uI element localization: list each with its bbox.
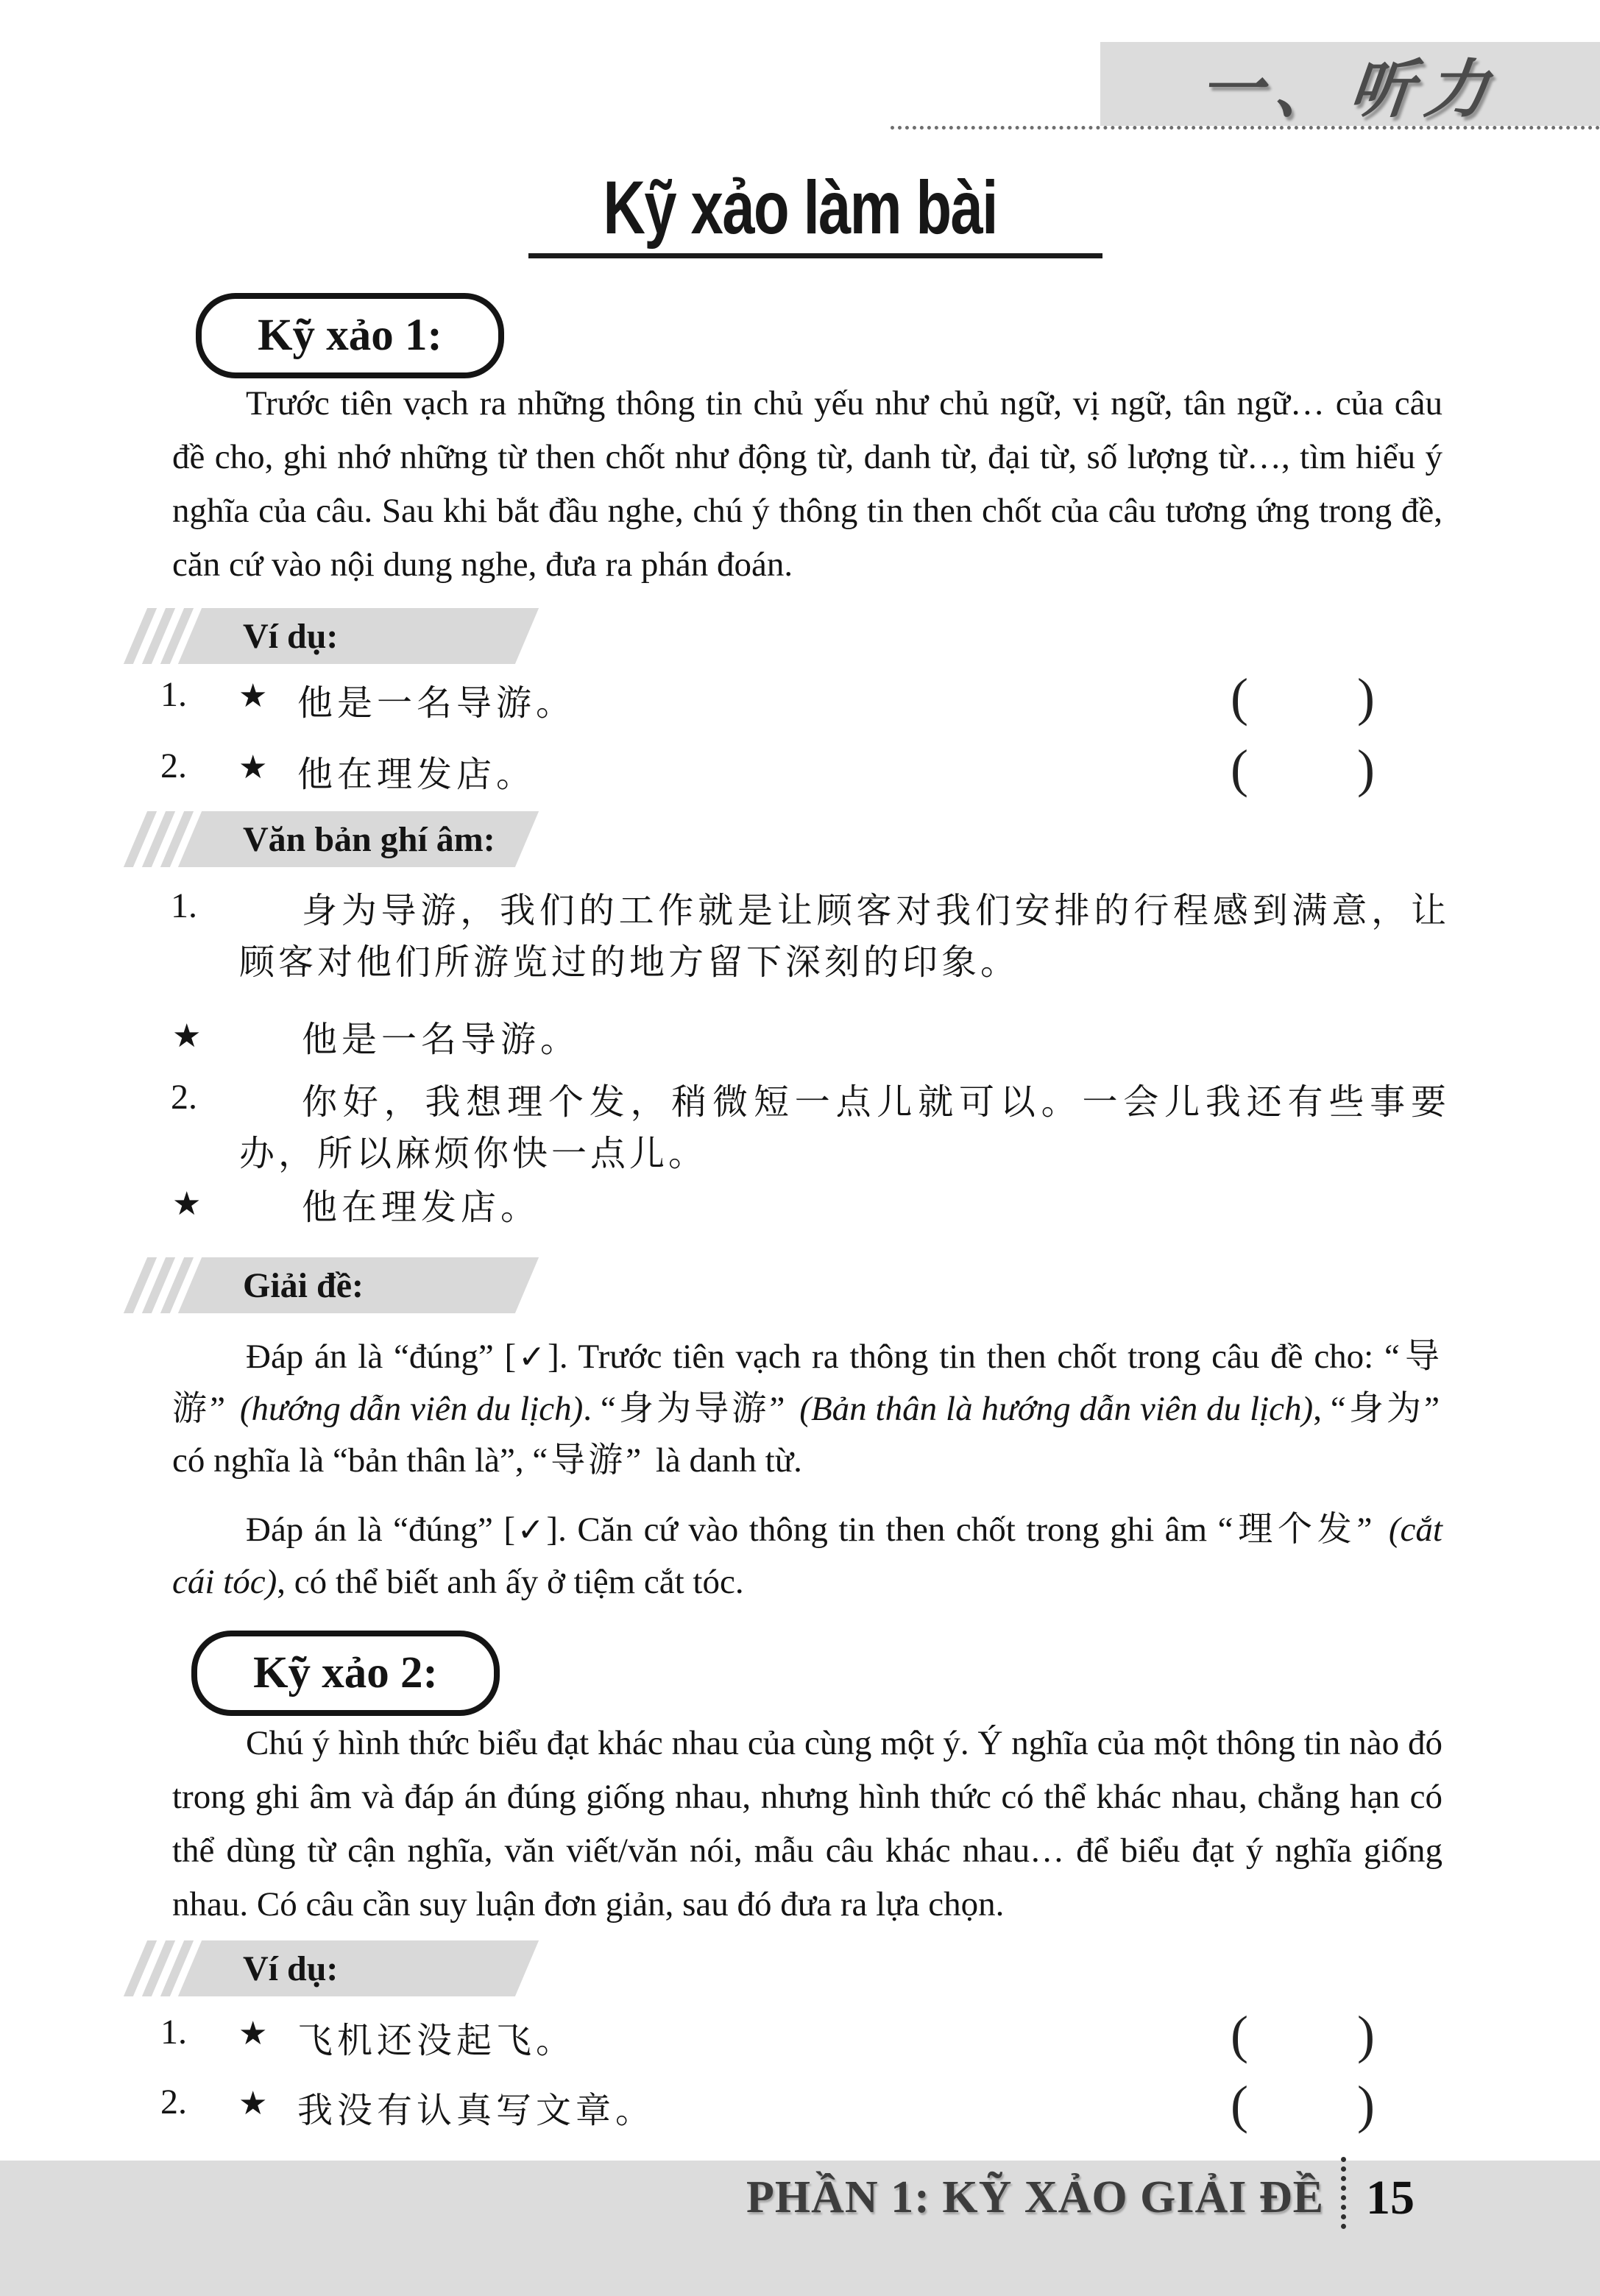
paren-open: ( (1231, 668, 1248, 727)
transcript-text: 身为导游，我们的工作就是让顾客对我们安排的行程感到满意，让顾客对他们所游览过的地方留下深刻的印象。 (239, 891, 1450, 982)
answer-blank (1231, 667, 1375, 728)
example-sentence: 他在理发店。 (297, 755, 537, 794)
transcript-text: 他在理发店。 (302, 1188, 541, 1227)
skill-2-label: Kỹ xảo 2: (253, 1648, 438, 1698)
section-header-label: Ví dụ: (243, 617, 339, 656)
star-icon: ★ (238, 2015, 268, 2052)
star-icon: ★ (238, 2085, 268, 2122)
example-sentence: 他是一名导游。 (297, 684, 576, 723)
star-icon: ★ (238, 677, 268, 715)
section-header-vidu-1 (0, 608, 662, 664)
chapter-title: 一、听力 (1195, 54, 1504, 125)
page-number: 15 (1366, 2171, 1415, 2225)
skill-2-box (191, 1631, 500, 1716)
example-row (0, 668, 1600, 727)
section-header-label: Văn bản ghí âm: (243, 820, 495, 859)
transcript-text: 他是一名导游。 (302, 1020, 581, 1059)
transcript-number: 2. (171, 1078, 197, 1117)
paren-open: ( (1231, 2075, 1248, 2134)
footer-section-title: PHẦN 1: KỸ XẢO GIẢI ĐỀ (746, 2172, 1324, 2222)
example-number: 1. (160, 675, 187, 714)
skill-1-box (196, 293, 504, 378)
example-sentence: 我没有认真写文章。 (297, 2091, 656, 2130)
example-row (0, 739, 1600, 798)
chapter-band (1100, 42, 1600, 126)
star-icon: ★ (238, 749, 268, 786)
section-header-shape (178, 608, 539, 664)
example-row (0, 2075, 1600, 2134)
section-header-giaide (0, 1257, 662, 1313)
answer-blank (1231, 738, 1375, 799)
page-title (0, 166, 1600, 249)
example-row (0, 2005, 1600, 2064)
paren-close: ) (1357, 668, 1375, 727)
paren-open: ( (1231, 739, 1248, 798)
section-header-vidu-2 (0, 1940, 662, 1996)
answer-blank (1231, 2074, 1375, 2136)
paren-close: ) (1357, 739, 1375, 798)
example-number: 2. (160, 2083, 187, 2122)
solution-paragraph-2: Đáp án là “đúng” [✓]. Căn cứ vào thông tin then chốt trong ghi âm “理个发” (cắt cái tóc), có thể biết anh ấy ở tiệm cắt tóc. (172, 1511, 1443, 1601)
paren-open: ( (1231, 2005, 1248, 2064)
answer-blank (1231, 2004, 1375, 2066)
paren-close: ) (1357, 2005, 1375, 2064)
section-header-vanban (0, 811, 662, 867)
skill-1-label: Kỹ xảo 1: (258, 311, 442, 360)
transcript-text: 你好，我想理个发，稍微短一点儿就可以。一会儿我还有些事要办，所以麻烦你快一点儿。 (239, 1083, 1450, 1173)
star-icon: ★ (172, 1017, 202, 1055)
example-number: 2. (160, 746, 187, 785)
example-sentence: 飞机还没起飞。 (297, 2021, 576, 2060)
section-header-label: Giải đề: (243, 1266, 364, 1305)
paren-close: ) (1357, 2075, 1375, 2134)
example-number: 1. (160, 2013, 187, 2052)
footer-dotted-divider (1341, 2157, 1346, 2229)
page-title-text: Kỹ xảo làm bài (603, 166, 997, 250)
skill-2-intro: Chú ý hình thức biểu đạt khác nhau của cùng một ý. Ý nghĩa của một thông tin nào đó trong ghi âm và đáp án đúng giống nhau, nhưng hình thức có thể khác nhau, chẳng hạn có thể dùng từ cận nghĩa, văn viết/văn nói, mẫu câu khác nhau… để biểu đạt ý nghĩa giống nhau. Có câu cần suy luận đơn giản, sau đó đưa ra lựa chọn. (172, 1724, 1443, 1924)
header-dotted-rule (891, 126, 1600, 130)
star-icon: ★ (172, 1185, 202, 1223)
transcript-number: 1. (171, 886, 197, 925)
section-header-shape (178, 1940, 539, 1996)
section-header-label: Ví dụ: (243, 1949, 339, 1988)
solution-paragraph-1: Đáp án là “đúng” [✓]. Trước tiên vạch ra thông tin then chốt trong câu đề cho: “导游” (hướng dẫn viên du lịch). “身为导游” (Bản thân là hướng dẫn viên du lịch), “身为” có nghĩa là “bản thân là”, “导游” là danh từ. (172, 1338, 1443, 1480)
skill-1-intro: Trước tiên vạch ra những thông tin chủ yếu như chủ ngữ, vị ngữ, tân ngữ… của câu đề cho, ghi nhớ những từ then chốt như động từ, danh từ, đại từ, số lượng từ…, tìm hiểu ý nghĩa của câu. Sau khi bắt đầu nghe, chú ý thông tin then chốt của câu tương ứng trong đề, căn cứ vào nội dung nghe, đưa ra phán đoán. (172, 384, 1443, 584)
title-underline (528, 253, 1102, 258)
